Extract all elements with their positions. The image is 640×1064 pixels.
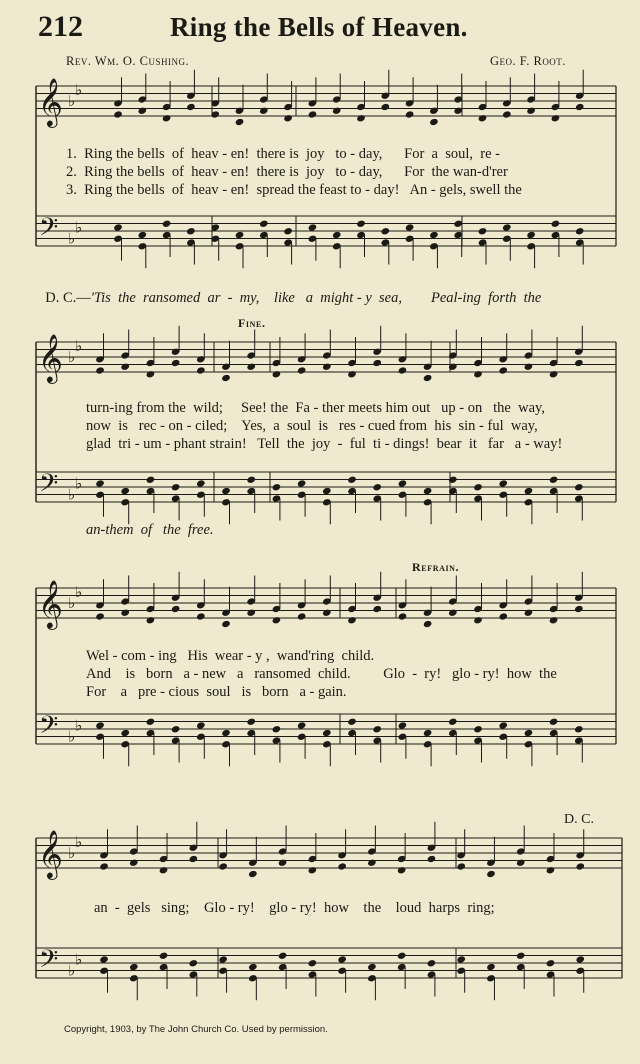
note-head — [235, 118, 245, 126]
bass-clef-icon: 𝄢 — [39, 213, 59, 248]
note-head — [423, 487, 433, 495]
lyric-line-s1-v2: 2. Ring the bells of heav - en! there is joy to - day, For the wan-d'rer — [66, 164, 508, 180]
note-head — [398, 612, 408, 620]
note-head — [423, 374, 433, 382]
note-head — [95, 479, 105, 487]
note-head — [405, 223, 415, 231]
note-head — [129, 963, 139, 971]
note-head — [367, 963, 377, 971]
note-head — [162, 220, 172, 228]
note-head — [283, 227, 293, 235]
flat-icon: ♭ — [75, 80, 83, 99]
note-head — [423, 729, 433, 737]
note-head — [398, 479, 408, 487]
note-head — [120, 609, 130, 617]
note-head — [322, 487, 332, 495]
composer-credit: Geo. F. Root. — [490, 54, 566, 68]
hymn-number: 212 — [38, 10, 83, 43]
note-head — [575, 227, 585, 235]
note-head — [322, 729, 332, 737]
note-head — [129, 859, 139, 867]
note-head — [221, 620, 231, 628]
note-head — [221, 374, 231, 382]
note-head — [516, 952, 526, 960]
note-head — [498, 721, 508, 729]
note-head — [574, 605, 584, 613]
note-head — [171, 605, 181, 613]
flat-icon: ♭ — [68, 844, 76, 862]
bass-clef-icon: 𝄢 — [39, 469, 59, 504]
note-head — [549, 616, 559, 624]
note-head — [473, 616, 483, 624]
note-head — [524, 729, 534, 737]
flat-icon: ♭ — [68, 727, 76, 746]
note-head — [308, 866, 318, 874]
note-head — [297, 366, 307, 374]
note-head — [95, 366, 105, 374]
note-head — [347, 476, 357, 484]
flat-icon: ♭ — [75, 582, 83, 601]
note-head — [347, 616, 357, 624]
treble-clef-icon: 𝄞 — [38, 77, 63, 126]
note-head — [575, 955, 585, 963]
note-head — [372, 483, 382, 491]
note-head — [448, 363, 458, 371]
treble-clef-icon: 𝄞 — [38, 579, 63, 628]
note-head — [113, 110, 123, 118]
fine-marker: Fine. — [238, 316, 266, 330]
note-head — [246, 476, 256, 484]
note-head — [405, 110, 415, 118]
note-head — [473, 725, 483, 733]
note-head — [473, 483, 483, 491]
note-head — [171, 483, 181, 491]
note-head — [322, 609, 332, 617]
flat-icon: ♭ — [68, 961, 76, 980]
note-head — [381, 227, 391, 235]
note-head — [259, 220, 269, 228]
note-head — [575, 103, 585, 111]
music-system-4 — [0, 820, 640, 1020]
flat-icon: ♭ — [75, 950, 83, 969]
note-head — [221, 487, 231, 495]
note-head — [272, 725, 282, 733]
note-head — [549, 718, 559, 726]
note-head — [159, 866, 169, 874]
note-head — [171, 359, 181, 367]
note-head — [246, 363, 256, 371]
treble-clef-icon: 𝄞 — [38, 829, 63, 878]
note-head — [332, 231, 342, 239]
flat-icon: ♭ — [75, 474, 83, 493]
note-head — [272, 370, 282, 378]
flat-icon: ♭ — [68, 229, 76, 248]
note-head — [575, 862, 585, 870]
note-head — [524, 363, 534, 371]
note-head — [456, 862, 466, 870]
note-head — [272, 616, 282, 624]
note-head — [502, 223, 512, 231]
note-head — [99, 955, 109, 963]
lyric-line-s2-v1: turn-ing from the wild; See! the Fa - ther meets him out up - on the way, — [86, 400, 545, 416]
music-system-1 — [0, 66, 640, 296]
lyric-line-s2-v3: glad tri - um - phant strain! Tell the joy - ful ti - dings! bear it far a - way! — [86, 436, 563, 452]
note-head — [429, 118, 439, 126]
note-head — [498, 612, 508, 620]
lyric-line-s3-v3: For a pre - cious soul is born a - gain. — [86, 684, 347, 700]
note-head — [113, 223, 123, 231]
note-head — [259, 107, 269, 115]
note-head — [159, 952, 169, 960]
note-head — [283, 114, 293, 122]
note-head — [549, 476, 559, 484]
note-head — [146, 718, 156, 726]
note-head — [196, 366, 206, 374]
note-head — [486, 963, 496, 971]
note-head — [356, 220, 366, 228]
note-head — [146, 476, 156, 484]
note-head — [397, 952, 407, 960]
note-head — [478, 114, 488, 122]
lyric-line-s1-v3: 3. Ring the bells of heav - en! spread the feast to - day! An - gels, swell the — [66, 182, 522, 198]
note-head — [337, 955, 347, 963]
note-head — [372, 725, 382, 733]
note-head — [456, 955, 466, 963]
note-head — [498, 479, 508, 487]
note-head — [486, 870, 496, 878]
note-head — [429, 231, 439, 239]
note-head — [120, 729, 130, 737]
flat-icon: ♭ — [75, 716, 83, 735]
hymn-title: Ring the Bells of Heaven. — [170, 12, 468, 42]
note-head — [427, 855, 437, 863]
note-head — [189, 959, 199, 967]
note-head — [248, 963, 258, 971]
note-head — [526, 107, 536, 115]
note-head — [516, 859, 526, 867]
note-head — [278, 859, 288, 867]
note-head — [186, 227, 196, 235]
note-head — [95, 721, 105, 729]
note-head — [146, 370, 156, 378]
bass-clef-icon: 𝄢 — [39, 711, 59, 746]
flat-icon: ♭ — [68, 92, 76, 110]
dc-lyric-s1: 'Tis the ransomed ar - my, like a might - y sea, Peal-ing forth the — [90, 290, 542, 306]
note-head — [297, 612, 307, 620]
note-head — [218, 862, 228, 870]
note-head — [524, 609, 534, 617]
note-head — [423, 620, 433, 628]
note-head — [367, 859, 377, 867]
note-head — [574, 359, 584, 367]
note-head — [99, 862, 109, 870]
note-head — [272, 483, 282, 491]
note-head — [549, 370, 559, 378]
note-head — [381, 103, 391, 111]
flat-icon: ♭ — [68, 594, 76, 612]
note-head — [551, 220, 561, 228]
note-head — [347, 718, 357, 726]
note-head — [186, 103, 196, 111]
dc-marker: D. C. — [564, 812, 594, 827]
note-head — [162, 114, 172, 122]
dc-lyric-s2: an-them of the free. — [86, 522, 214, 538]
lyric-line-s1-v1: 1. Ring the bells of heav - en! there is joy to - day, For a soul, re - — [66, 146, 500, 162]
note-head — [120, 363, 130, 371]
note-head — [397, 866, 407, 874]
note-head — [322, 363, 332, 371]
note-head — [574, 483, 584, 491]
note-head — [221, 729, 231, 737]
note-head — [427, 959, 437, 967]
flat-icon: ♭ — [68, 348, 76, 366]
note-head — [138, 231, 148, 239]
copyright-notice: Copyright, 1903, by The John Church Co. Used by permission. — [64, 1024, 328, 1035]
note-head — [448, 718, 458, 726]
flat-icon: ♭ — [75, 218, 83, 237]
lyric-line-s3-v2: And is born a - new a ransomed child. Glo - ry! glo - ry! how the — [86, 666, 557, 682]
note-head — [138, 107, 148, 115]
flat-icon: ♭ — [75, 832, 83, 851]
dc-line-s1 — [38, 273, 541, 307]
note-head — [171, 725, 181, 733]
author-credit: Rev. Wm. O. Cushing. — [66, 54, 190, 68]
note-head — [248, 870, 258, 878]
note-head — [372, 359, 382, 367]
note-head — [95, 612, 105, 620]
lyric-line-s2-v2: now is rec - on - ciled; Yes, a soul is res - cued from his sin - ful way, — [86, 418, 538, 434]
note-head — [546, 866, 556, 874]
note-head — [546, 959, 556, 967]
note-head — [398, 366, 408, 374]
note-head — [524, 487, 534, 495]
dc-prefix: D. C.— — [45, 290, 91, 306]
note-head — [337, 862, 347, 870]
lyric-line-s3-v1: Wel - com - ing His wear - y , wand'ring child. — [86, 648, 375, 664]
note-head — [398, 721, 408, 729]
note-head — [448, 609, 458, 617]
note-head — [372, 605, 382, 613]
note-head — [196, 479, 206, 487]
note-head — [189, 855, 199, 863]
note-head — [146, 616, 156, 624]
bass-clef-icon: 𝄢 — [39, 945, 59, 980]
note-head — [308, 959, 318, 967]
flat-icon: ♭ — [68, 485, 76, 504]
note-head — [473, 370, 483, 378]
flat-icon: ♭ — [75, 336, 83, 355]
refrain-marker: Refrain. — [412, 560, 460, 574]
note-head — [196, 721, 206, 729]
note-head — [526, 231, 536, 239]
note-head — [246, 609, 256, 617]
note-head — [551, 114, 561, 122]
note-head — [120, 487, 130, 495]
note-head — [478, 227, 488, 235]
note-head — [308, 110, 318, 118]
note-head — [278, 952, 288, 960]
note-head — [498, 366, 508, 374]
note-head — [308, 223, 318, 231]
note-head — [235, 231, 245, 239]
note-head — [297, 479, 307, 487]
note-head — [502, 110, 512, 118]
note-head — [574, 725, 584, 733]
note-head — [356, 114, 366, 122]
note-head — [218, 955, 228, 963]
note-head — [332, 107, 342, 115]
treble-clef-icon: 𝄞 — [38, 333, 63, 382]
note-head — [196, 612, 206, 620]
lyric-line-s4-v1: an - gels sing; Glo - ry! glo - ry! how the loud harps ring; — [94, 900, 495, 916]
note-head — [297, 721, 307, 729]
note-head — [448, 476, 458, 484]
note-head — [347, 370, 357, 378]
note-head — [246, 718, 256, 726]
